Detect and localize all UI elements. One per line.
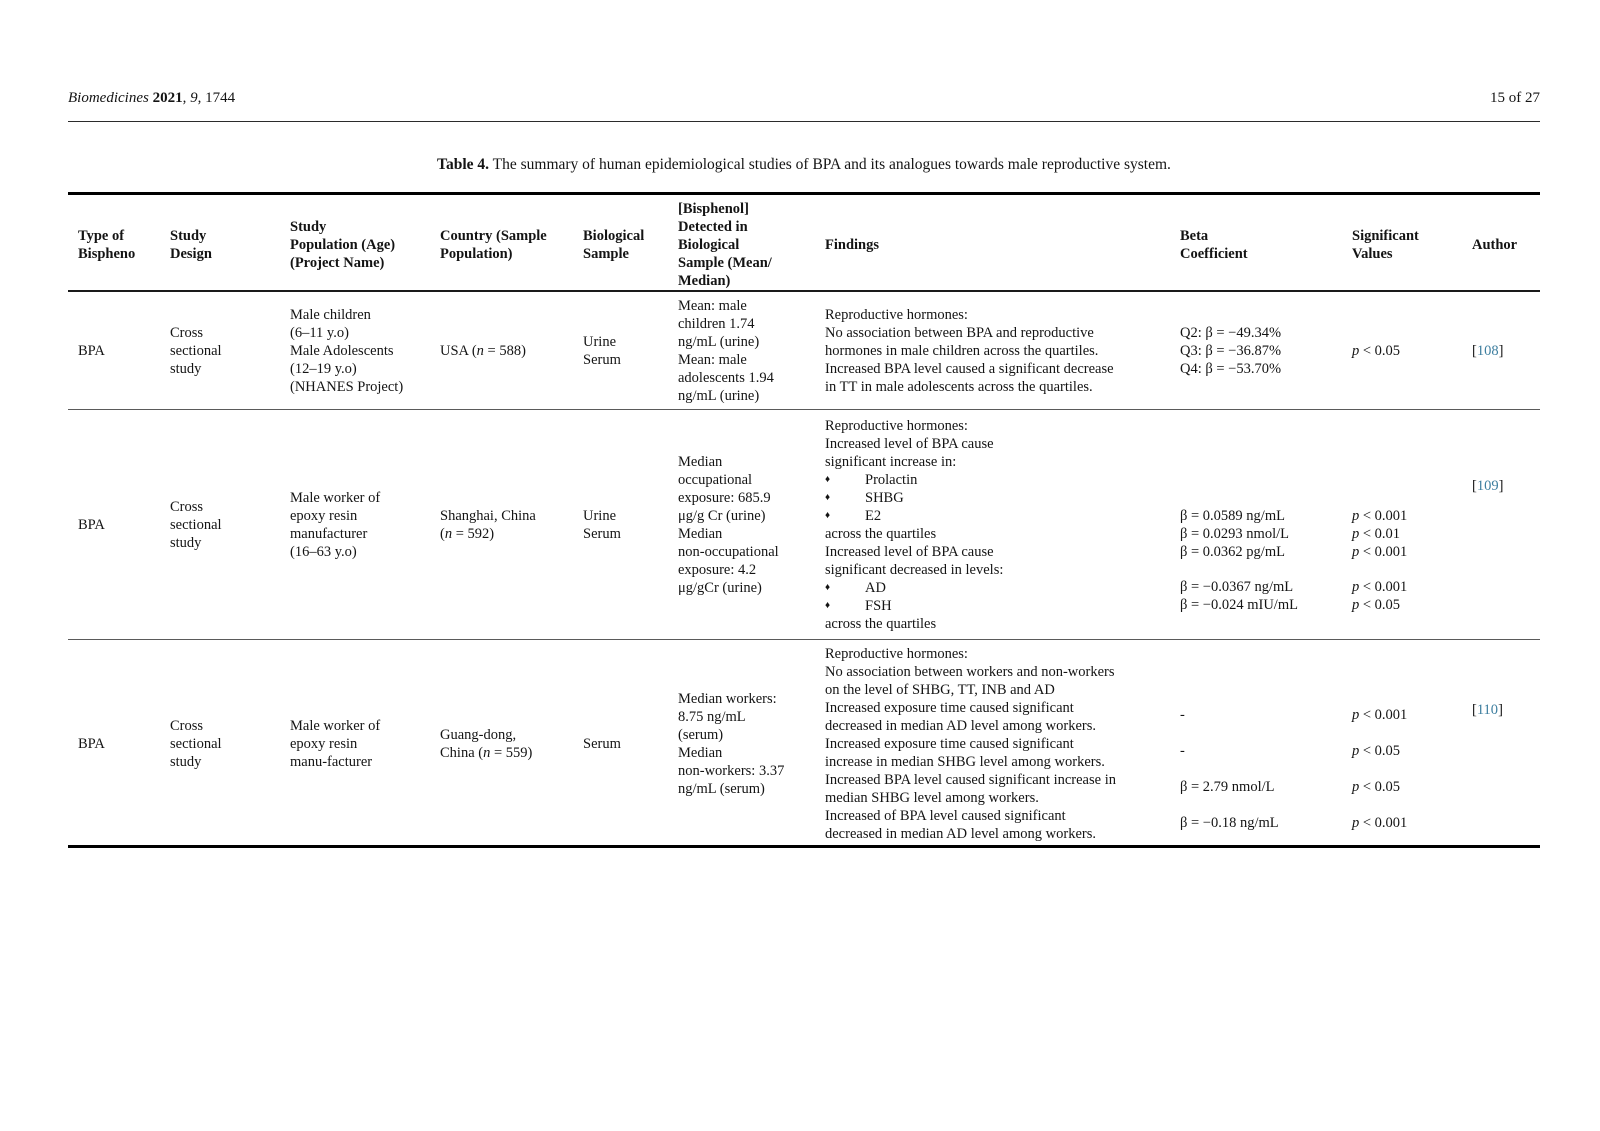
text-line: (serum) <box>678 727 724 743</box>
text-line: Biological <box>678 237 740 253</box>
text-line: Population (Age) <box>290 237 396 253</box>
text-line: β = 0.0362 pg/mL <box>1180 544 1285 560</box>
study-table <box>68 192 1540 848</box>
text-line: μg/gCr (urine) <box>678 579 762 596</box>
text-line: ng/mL (urine) <box>678 388 760 404</box>
cell-findings <box>815 410 1170 639</box>
text-line: increase in median SHBG level among workers. <box>825 754 1105 770</box>
cell-population <box>280 292 430 410</box>
cell-concentration <box>668 292 815 410</box>
text-line: in TT in male adolescents across the quartiles. <box>825 379 1093 395</box>
cell-significance <box>1342 410 1462 639</box>
text-line: Urine <box>583 334 617 350</box>
text-line: p < 0.001 <box>1352 579 1408 595</box>
text-line: p < 0.001 <box>1352 508 1408 524</box>
text-line: children 1.74 <box>678 316 755 332</box>
column-header-design <box>160 195 280 295</box>
bullet-icon: ♦ <box>825 581 831 593</box>
cell-concentration <box>668 640 815 848</box>
text-line: sectional <box>170 516 222 533</box>
text-line: Reproductive hormones: <box>825 417 968 434</box>
text-line: p < 0.05 <box>1352 597 1401 613</box>
text-line: β = −0.024 mIU/mL <box>1180 597 1298 613</box>
text-line: Increased of BPA level caused significant <box>825 808 1066 824</box>
text-line: adolescents 1.94 <box>678 370 774 386</box>
cell-findings <box>815 640 1170 848</box>
article-number: 1744 <box>205 90 236 106</box>
table-header-row <box>68 195 1540 292</box>
text-line: Detected in <box>678 219 748 235</box>
header-divider <box>68 121 1540 122</box>
text-line: decreased in median AD level among workers. <box>825 826 1096 842</box>
page-header <box>68 90 1540 107</box>
cell-significance <box>1342 292 1462 410</box>
cell-author <box>1462 292 1540 410</box>
text-line: epoxy resin <box>290 736 358 752</box>
text-line: Serum <box>583 736 621 752</box>
text-line: (12–19 y.o) <box>290 361 357 377</box>
bullet-icon: ♦ <box>825 509 831 521</box>
text-line: Mean: male <box>678 352 747 368</box>
citation-link-110[interactable]: [110] <box>1472 702 1503 718</box>
text-line: ng/mL (serum) <box>678 781 765 797</box>
text-line: Reproductive hormones: <box>825 646 968 662</box>
cell-type: BPA <box>78 736 105 752</box>
text-line: across the quartiles <box>825 525 937 542</box>
cell-design <box>160 410 280 639</box>
text-line: significant decreased in levels: <box>825 561 1004 578</box>
bullet-list-item: ♦ SHBG <box>825 489 904 506</box>
cell-beta <box>1170 410 1342 639</box>
column-header-beta <box>1170 195 1342 295</box>
text-line: Findings <box>825 237 879 253</box>
text-line: Urine <box>583 507 617 524</box>
text-line: (Project Name) <box>290 255 385 271</box>
text-line: Cross <box>170 718 204 734</box>
text-line: Bispheno <box>78 246 136 262</box>
text-line: p < 0.05 <box>1352 343 1401 359</box>
text-line: [Bisphenol] <box>678 201 749 217</box>
table-row <box>68 410 1540 640</box>
text-line: Increased level of BPA cause <box>825 543 994 560</box>
text-line: Reproductive hormones: <box>825 307 968 323</box>
cell-beta <box>1170 292 1342 410</box>
cell-beta: - - β = 2.79 nmol/L β = −0.18 ng/mL <box>1180 707 1279 831</box>
text-line: β = 0.0589 ng/mL <box>1180 508 1285 524</box>
text-line: Study <box>290 219 327 235</box>
column-header-concentration <box>668 195 815 295</box>
cell-author <box>1462 640 1540 848</box>
text-line: Male Adolescents <box>290 343 394 359</box>
text-line: Population) <box>440 246 513 262</box>
text-line: p < 0.01 <box>1352 526 1401 542</box>
cell-findings <box>815 292 1170 410</box>
text-line: China (n = 559) <box>440 745 533 761</box>
text-line: Sample (Mean/ <box>678 255 772 271</box>
text-line: No association between BPA and reproductive <box>825 325 1094 341</box>
bullet-icon: ♦ <box>825 473 831 485</box>
bullet-list-item: ♦ E2 <box>825 507 882 524</box>
table-row <box>68 640 1540 845</box>
column-header-sample <box>573 195 668 295</box>
text-line: Serum <box>583 525 621 542</box>
text-line: Increased level of BPA cause <box>825 435 994 452</box>
text-line: (n = 592) <box>440 525 495 542</box>
cell-population <box>280 640 430 848</box>
text-line: Mean: male <box>678 298 747 314</box>
text-line: Male children <box>290 307 371 323</box>
bullet-icon: ♦ <box>825 599 831 611</box>
text-line: epoxy resin <box>290 507 358 524</box>
cell-type: BPA <box>78 343 105 359</box>
bullet-list-item: ♦ FSH <box>825 597 892 614</box>
text-line: (NHANES Project) <box>290 379 404 395</box>
text-line: non-occupational <box>678 543 779 560</box>
text-line: USA (n = 588) <box>440 343 526 359</box>
text-line: study <box>170 754 202 770</box>
cell-country <box>430 410 573 639</box>
page-number: 15 of 27 <box>1490 90 1540 106</box>
text-line: sectional <box>170 736 222 752</box>
cell-significance: p < 0.001 p < 0.05 p < 0.05 p < 0.001 <box>1352 707 1408 831</box>
text-line: No association between workers and non-workers <box>825 664 1115 680</box>
table-caption-label: Table 4. <box>437 156 490 173</box>
table-row <box>68 292 1540 410</box>
cell-population <box>280 410 430 639</box>
text-line: Values <box>1352 246 1393 262</box>
text-line: Q2: β = −49.34% <box>1180 325 1282 341</box>
text-line: exposure: 685.9 <box>678 489 771 506</box>
text-line: Median <box>678 525 723 542</box>
table-caption <box>68 156 1540 174</box>
text-line: Increased BPA level caused significant increase in <box>825 772 1116 788</box>
column-header-country <box>430 195 573 295</box>
column-header-significance <box>1342 195 1462 295</box>
text-line: β = −0.0367 ng/mL <box>1180 579 1294 595</box>
text-line: Biological <box>583 228 645 244</box>
text-line: Q3: β = −36.87% <box>1180 343 1282 359</box>
text-line: Country (Sample <box>440 228 547 244</box>
text-line: across the quartiles <box>825 615 937 632</box>
text-line: decreased in median AD level among workers. <box>825 718 1096 734</box>
bullet-list-item: ♦ AD <box>825 579 886 596</box>
text-line: Median workers: <box>678 691 777 707</box>
cell-concentration <box>668 410 815 639</box>
text-line: Study <box>170 228 207 244</box>
citation-link-109[interactable]: [109] <box>1472 478 1504 494</box>
text-line: Beta <box>1180 228 1209 244</box>
column-header-findings <box>815 195 1170 295</box>
column-header-author <box>1462 195 1540 295</box>
text-line: (6–11 y.o) <box>290 325 349 341</box>
text-line: occupational <box>678 471 753 488</box>
text-line: Male worker of <box>290 489 381 506</box>
text-line: study <box>170 361 202 377</box>
cell-design <box>160 292 280 410</box>
column-header-population <box>280 195 430 295</box>
text-line: (16–63 y.o) <box>290 543 357 560</box>
text-line: Median <box>678 745 723 761</box>
citation-link-108[interactable]: [108] <box>1472 343 1504 359</box>
text-line: Cross <box>170 325 204 341</box>
text-line: p < 0.001 <box>1352 544 1408 560</box>
text-line: Increased exposure time caused significant <box>825 700 1074 716</box>
text-line: significant increase in: <box>825 453 957 470</box>
text-line: Serum <box>583 352 621 368</box>
text-line: sectional <box>170 343 222 359</box>
text-line: ng/mL (urine) <box>678 334 760 350</box>
bullet-list-item: ♦ Prolactin <box>825 471 918 488</box>
column-header-type <box>68 195 160 295</box>
journal-volume: 9 <box>190 90 198 106</box>
text-line: Author <box>1472 237 1518 253</box>
cell-sample <box>573 292 668 410</box>
text-line: Shanghai, China <box>440 507 536 524</box>
journal-year: 2021 <box>152 90 183 106</box>
text-line: non-workers: 3.37 <box>678 763 785 779</box>
text-line: Coefficient <box>1180 246 1248 262</box>
text-line: Increased exposure time caused significant <box>825 736 1074 752</box>
text-line: 8.75 ng/mL <box>678 709 746 725</box>
text-line: Q4: β = −53.70% <box>1180 361 1282 377</box>
text-line: study <box>170 534 202 551</box>
journal-title: Biomedicines <box>68 90 149 106</box>
table-caption-text: The summary of human epidemiological studies of BPA and its analogues towards male reproductive system. <box>492 156 1171 173</box>
text-line: Type of <box>78 228 125 244</box>
text-line: Median) <box>678 273 731 289</box>
text-line: manu-facturer <box>290 754 373 770</box>
text-line: on the level of SHBG, TT, INB and AD <box>825 682 1055 698</box>
text-line: Design <box>170 246 212 262</box>
cell-sample <box>573 640 668 848</box>
text-line: Guang-dong, <box>440 727 517 743</box>
text-line: Significant <box>1352 228 1419 244</box>
text-line: hormones in male children across the quartiles. <box>825 343 1099 359</box>
text-line: μg/g Cr (urine) <box>678 507 766 524</box>
cell-design <box>160 640 280 848</box>
text-line: β = 0.0293 nmol/L <box>1180 526 1289 542</box>
text-line: Cross <box>170 498 204 515</box>
text-line: Median <box>678 453 723 470</box>
text-line: exposure: 4.2 <box>678 561 757 578</box>
bullet-icon: ♦ <box>825 491 831 503</box>
cell-country <box>430 640 573 848</box>
text-line: Male worker of <box>290 718 381 734</box>
text-line: Increased BPA level caused a significant decrease <box>825 361 1114 377</box>
journal-citation: Biomedicines 2021, 9, 1744 <box>68 90 236 106</box>
text-line: manufacturer <box>290 525 368 542</box>
cell-author <box>1462 410 1540 639</box>
cell-country <box>430 292 573 410</box>
cell-type: BPA <box>78 516 105 533</box>
cell-sample <box>573 410 668 639</box>
text-line: Sample <box>583 246 629 262</box>
text-line: median SHBG level among workers. <box>825 790 1039 806</box>
